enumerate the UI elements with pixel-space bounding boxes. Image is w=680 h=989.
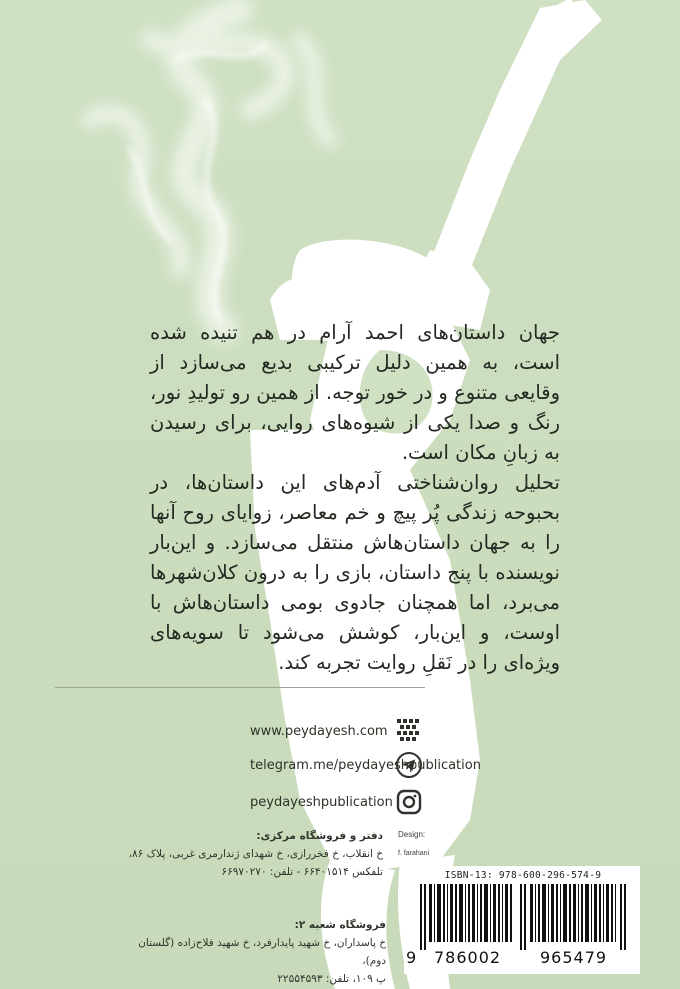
divider-line <box>55 687 425 688</box>
central-office-address <box>118 827 383 881</box>
central-office-title: دفتر و فروشگاه مرکزی: <box>256 830 383 842</box>
central-office-line: خ انقلاب، خ فخررازی، خ شهدای ژندارمری غربی، پلاک ۸۶، <box>128 848 383 860</box>
synopsis-text <box>150 318 560 678</box>
designer-name: f. farahani <box>398 850 430 857</box>
publisher-logo-icon <box>396 718 422 744</box>
design-label: Design: <box>398 830 426 839</box>
isbn-label: ISBN-13: 978-600-296-574-9 <box>444 870 602 881</box>
barcode-digits-right: 965479 <box>536 948 611 967</box>
branch-office-address <box>118 916 386 988</box>
synopsis-paragraph: تحلیل روان‌شناختی آدم‌های این داستان‌ها، در بحبوحه زندگی پُر پیچ و خم معاصر، زوایای روح آنها را به جهان داستان‌هاش منتقل می‌سازد. و این‌بار نویسنده با پنج داستان، بازی را به درون کلان‌شهرها می‌برد، اما همچنان جادوی بومی داستان‌هاش با اوست، و این‌بار، کوشش می‌شود تا سویه‌های ویژه‌ای را در نَقلِ روایت تجربه کند. <box>150 471 560 674</box>
barcode <box>420 884 630 950</box>
instagram-icon <box>396 789 422 815</box>
synopsis-paragraph: جهان داستان‌های احمد آرام در هم تنیده شده است، به همین دلیل ترکیبی بدیع می‌سازد از وقایعی متنوع و در خور توجه. از همین رو تولیدِ نور، رنگ و صدا یکی از شیوه‌های روایی، برای رسیدن به زبانِ مکان است. <box>150 321 560 464</box>
branch-office-title: فروشگاه شعبه ۲: <box>294 919 386 931</box>
website-link[interactable]: www.peydayesh.com <box>250 723 388 739</box>
central-office-phone: تلفکس ۶۶۴۰۱۵۱۴ - تلفن: ۶۶۹۷۰۲۷۰ <box>221 866 383 878</box>
barcode-digit-first: 9 <box>406 948 418 967</box>
barcode-digits-left: 786002 <box>430 948 505 967</box>
telegram-link[interactable]: telegram.me/peydayeshpublication <box>250 757 481 773</box>
branch-office-phone: پ ۱۰۹، تلفن: ۲۲۵۵۴۵۹۳ <box>277 973 386 985</box>
branch-office-line: خ پاسداران، خ شهید پایدارفرد، خ شهید فلاح‌زاده (گلستان دوم)، <box>138 937 386 967</box>
instagram-link[interactable]: peydayeshpublication <box>250 794 393 810</box>
